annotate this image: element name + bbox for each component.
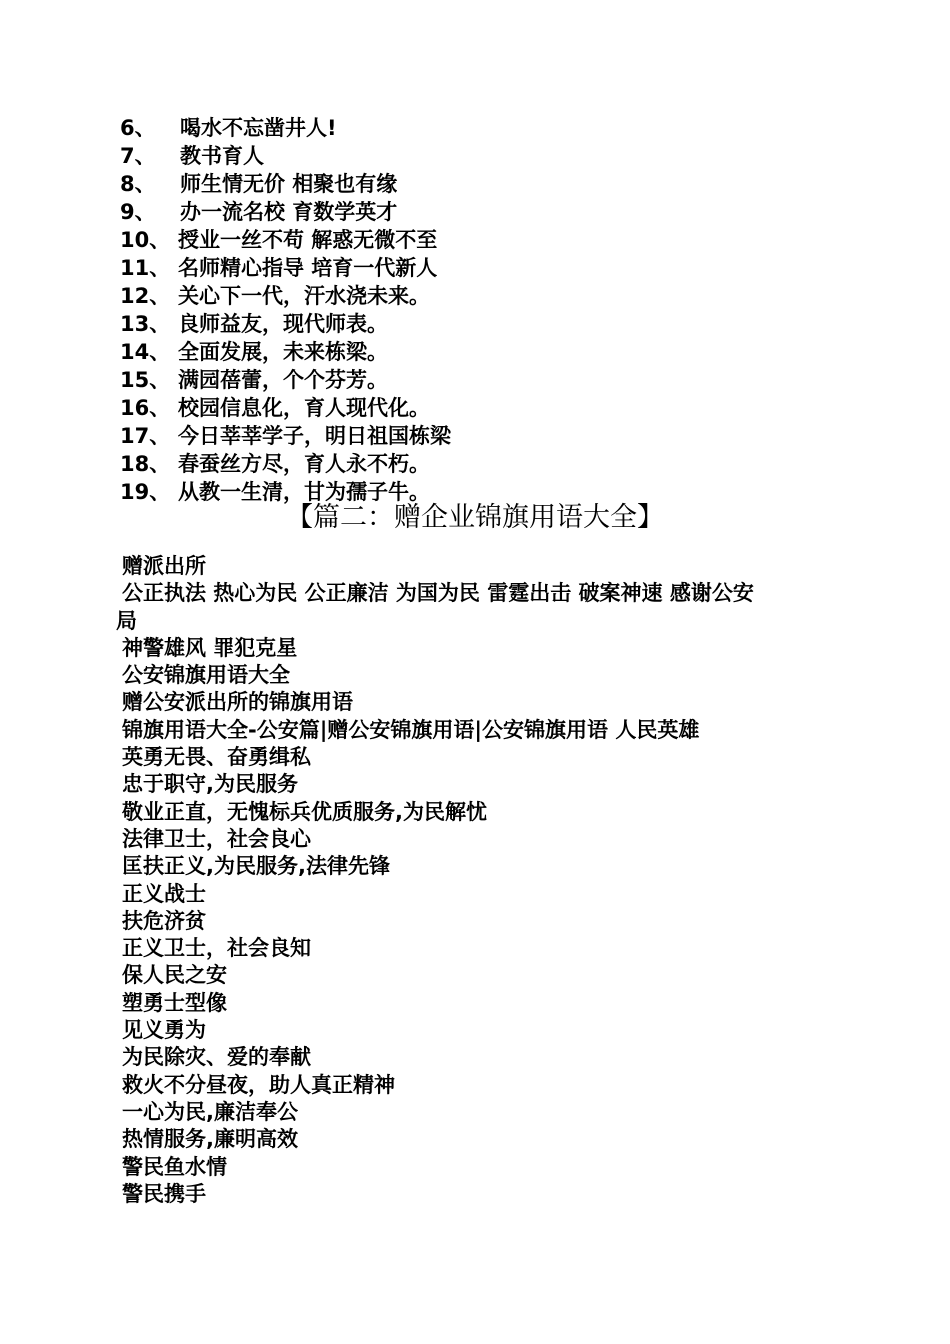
item-text: 良师益友，现代师表。 (178, 312, 388, 336)
body-text (116, 553, 856, 1208)
text-line: 正义战士 (122, 881, 206, 906)
text-line: 警民携手 (122, 1181, 206, 1206)
item-number: 11、 (120, 256, 171, 280)
list-item (120, 450, 451, 478)
list-item (120, 198, 451, 226)
item-text: 春蚕丝方尽，育人永不朽。 (178, 452, 430, 476)
section-title: 【篇二：赠企业锦旗用语大全】 (286, 502, 664, 533)
text-line: 公正执法 热心为民 公正廉洁 为国为民 雷霆出击 破案神速 感谢公安 (122, 581, 754, 606)
item-text: 授业一丝不苟 解惑无微不至 (178, 228, 438, 252)
item-text: 关心下一代，汗水浇未来。 (178, 284, 430, 308)
list-item (120, 366, 451, 394)
item-number: 17、 (120, 424, 171, 448)
item-text: 名师精心指导 培育一代新人 (178, 256, 438, 280)
text-line: 匡扶正义,为民服务,法律先锋 (122, 854, 390, 879)
text-line: 敬业正直，无愧标兵优质服务,为民解忧 (122, 799, 487, 824)
item-number: 8、 (120, 172, 156, 196)
item-number: 19、 (120, 480, 171, 504)
text-line: 为民除灾、爱的奉献 (122, 1045, 311, 1070)
text-line: 忠于职守,为民服务 (122, 772, 298, 797)
item-number: 15、 (120, 368, 171, 392)
list-item (120, 226, 451, 254)
text-line: 警民鱼水情 (122, 1154, 227, 1179)
item-number: 6、 (120, 116, 156, 140)
list-item (120, 254, 451, 282)
item-text: 全面发展，未来栋梁。 (178, 340, 388, 364)
text-line: 正义卫士，社会良知 (122, 936, 311, 961)
text-line: 赠公安派出所的锦旗用语 (122, 690, 353, 715)
list-item (120, 282, 451, 310)
item-number: 7、 (120, 144, 156, 168)
text-line: 法律卫士，社会良心 (122, 826, 311, 851)
text-line: 局 (116, 608, 137, 633)
item-number: 12、 (120, 284, 171, 308)
text-line: 公安锦旗用语大全 (122, 663, 290, 688)
text-line: 英勇无畏、奋勇缉私 (122, 745, 311, 770)
item-text: 今日莘莘学子，明日祖国栋梁 (178, 424, 451, 448)
text-line: 扶危济贫 (122, 908, 206, 933)
item-text: 校园信息化，育人现代化。 (178, 396, 430, 420)
item-number: 14、 (120, 340, 171, 364)
item-number: 9、 (120, 200, 156, 224)
list-item (120, 170, 451, 198)
list-item (120, 394, 451, 422)
text-line: 一心为民,廉洁奉公 (122, 1099, 298, 1124)
item-text: 从教一生清，甘为孺子牛。 (178, 480, 430, 504)
numbered-list (120, 114, 451, 506)
text-line: 塑勇士型像 (122, 990, 227, 1015)
list-item (120, 422, 451, 450)
item-number: 10、 (120, 228, 171, 252)
text-line: 见义勇为 (122, 1018, 206, 1043)
list-item (120, 310, 451, 338)
text-line: 神警雄风 罪犯克星 (122, 635, 298, 660)
text-line: 保人民之安 (122, 963, 227, 988)
text-line: 赠派出所 (122, 554, 206, 578)
item-text: 师生情无价 相聚也有缘 (180, 172, 398, 196)
text-line: 热情服务,廉明高效 (122, 1127, 298, 1152)
item-text: 满园蓓蕾，个个芬芳。 (178, 368, 388, 392)
item-number: 13、 (120, 312, 171, 336)
item-text: 办一流名校 育数学英才 (180, 200, 398, 224)
list-item (120, 114, 451, 142)
list-item (120, 338, 451, 366)
item-text: 教书育人 (180, 144, 264, 168)
item-number: 18、 (120, 452, 171, 476)
item-text: 喝水不忘凿井人! (180, 116, 337, 140)
list-item (120, 142, 451, 170)
text-line: 锦旗用语大全-公安篇|赠公安锦旗用语|公安锦旗用语 人民英雄 (122, 717, 700, 742)
item-number: 16、 (120, 396, 171, 420)
text-line: 救火不分昼夜，助人真正精神 (122, 1072, 395, 1097)
